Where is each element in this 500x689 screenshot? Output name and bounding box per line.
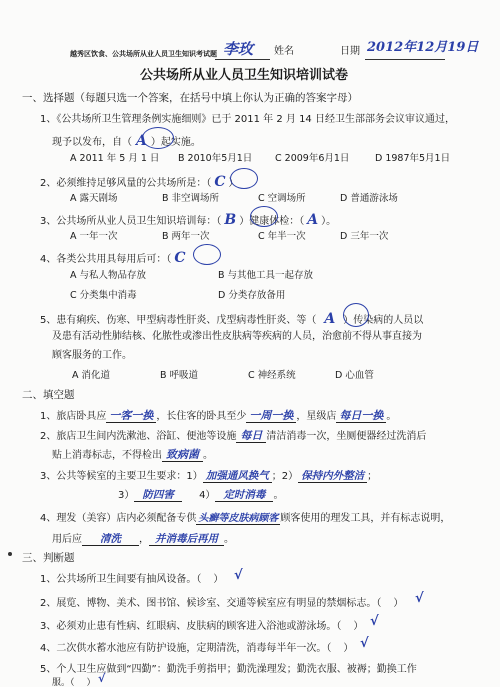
q2-text: 2、必须维持足够风量的公共场所是：（ C ） (40, 174, 239, 190)
fill2-text-line1: 2、旅店卫生间内洗漱池、浴缸、便池等设施 每日 清洁消毒一次，坐厕便器经过洗消后 (40, 429, 427, 442)
fill1-answer1-handwritten: 一客一换 (106, 409, 156, 423)
q4-text: 4、各类公共用具每用后可：（ C (40, 250, 189, 267)
fill1-answer3-handwritten: 每日一换 (336, 409, 386, 423)
q1-text-line1: 1、《公共场所卫生管理条例实施细则》已于 2011 年 2 月 14 日经卫生部部务会议审议通过， (40, 114, 455, 125)
q5-option-d: D 心血管 (335, 370, 374, 381)
q4-option-d: D 分类存放备用 (218, 290, 286, 301)
fill3-answer1-handwritten: 加强通风换气 (203, 470, 272, 483)
fill4-text-line2: 用后应 清洗 ， 并消毒后再用 。 (52, 533, 234, 545)
q1-option-d: D 1987年5月1日 (375, 153, 451, 164)
q4-option-b: B 与其他工具一起存放 (218, 270, 314, 281)
fill3-answer3-handwritten: 防四害 (134, 489, 182, 502)
q1-option-a: A 2011 年 5 月 1 日 (70, 153, 160, 164)
q3-option-c: C 年半一次 (258, 231, 306, 242)
q3-option-a: A 一年一次 (70, 231, 118, 242)
fill3-answer4-handwritten: 定时消毒 (215, 489, 273, 502)
q5-text-line2: 及患有活动性肺结核、化脓性或渗出性皮肤病等疾病的人员，治愈前不得从事直接为 (52, 331, 422, 342)
judge5-text-line2: 服。（ ） (52, 678, 96, 688)
answer-circle (142, 127, 174, 149)
judge4-check-mark: √ (360, 636, 369, 651)
fill3-text-line2: 3） 防四害 4） 定时消毒 。 (118, 489, 284, 501)
judge1-check-mark: √ (234, 568, 243, 583)
name-label: 姓名 (274, 46, 294, 57)
q5-text-line3: 顾客服务的工作。 (52, 350, 132, 361)
binder-hole-mark (8, 552, 12, 556)
answer-circle (250, 206, 278, 227)
answer-circle (230, 168, 258, 189)
q5-option-b: B 呼吸道 (160, 370, 199, 381)
fill3-text-line1: 3、公共等候室的主要卫生要求：1） 加强通风换气 ；2） 保持内外整洁 ； (40, 470, 378, 482)
q5-text-line1: 5、患有痢疾、伤寒、甲型病毒性肝炎、戊型病毒性肝炎、等（ A ）传染病的人员以 (40, 311, 424, 327)
q1-option-b: B 2010年5月1日 (178, 153, 253, 164)
fill2-answer1-handwritten: 每日 (236, 429, 266, 443)
name-underline (215, 59, 270, 60)
fill4-answer3-handwritten: 并消毒后再用 (149, 533, 224, 546)
q2-answer-handwritten: C (214, 174, 226, 190)
fill3-answer2-handwritten: 保持内外整洁 (298, 470, 367, 483)
q5-answer-handwritten: A (324, 311, 336, 327)
fill4-text-line1: 4、理发（美容）店内必须配备专供 头癣等皮肤病顾客 顾客使用的理发工具，并有标志说明， (40, 513, 451, 524)
q2-option-a: A 露天剧场 (70, 193, 118, 204)
exam-source-label: 越秀区饮食、公共场所从业人员卫生知识考试题 (70, 50, 217, 58)
judge2-text: 2、展览、博物、美术、图书馆、候诊室、交通等候室应有明显的禁烟标志。（ ） (40, 598, 404, 609)
fill1-text: 1、旅店卧具应 一客一换 ，长住客的卧具至少 一周一换 ，星级店 每日一换 。 (40, 409, 397, 422)
q4-answer-handwritten: C (174, 250, 186, 266)
q4-option-a: A 与私人物品存放 (70, 270, 147, 281)
date-label: 日期 (340, 46, 360, 57)
q5-option-c: C 神经系统 (248, 370, 296, 381)
examinee-name-handwritten: 李玫 (223, 40, 254, 58)
q1-text-line2: 现予以发布，自（ A ）起实施。 (52, 133, 201, 149)
judge3-text: 3、必须劝止患有性病、红眼病、皮肤病的顾客进入浴池或游泳场。（ ） (40, 621, 364, 632)
judge5-text-line1: 5、个人卫生应做到“四勤”：勤洗手剪指甲；勤洗澡理发；勤洗衣服、被褥；勤换工作 (40, 664, 417, 675)
judge5-check-mark: √ (98, 672, 106, 685)
judge1-text: 1、公共场所卫生间要有抽风设备。（ ） (40, 574, 224, 585)
q3-option-b: B 两年一次 (162, 231, 210, 242)
fill4-answer1-handwritten: 头癣等皮肤病顾客 (198, 513, 279, 524)
answer-circle (193, 244, 221, 265)
q2-option-c: C 空调场所 (258, 193, 306, 204)
judge2-check-mark: √ (415, 591, 424, 606)
section-choice-heading: 一、选择题（每题只选一个答案，在括号中填上你认为正确的答案字母） (22, 92, 358, 104)
section-fill-heading: 二、填空题 (22, 389, 75, 401)
fill1-answer2-handwritten: 一周一换 (246, 409, 296, 423)
judge4-text: 4、二次供水蓄水池应有防护设施，定期清洗，消毒每半年一次。（ ） (40, 643, 354, 654)
q3-answer2-handwritten: A (307, 212, 319, 228)
fill2-text-line2: 贴上消毒标志，不得检出 致病菌 。 (52, 448, 213, 461)
fill2-answer2-handwritten: 致病菌 (162, 448, 203, 462)
q3-option-d: D 三年一次 (340, 231, 389, 242)
q4-option-c: C 分类集中消毒 (70, 290, 137, 301)
fill4-answer2-handwritten: 清洗 (82, 533, 139, 546)
q1-answer-handwritten: A (136, 133, 147, 149)
q2-option-d: D 普通游泳场 (340, 193, 398, 204)
judge3-check-mark: √ (370, 614, 379, 629)
exam-date-handwritten: 2012年12月19日 (367, 40, 479, 55)
exam-title: 公共场所从业人员卫生知识培训试卷 (140, 68, 349, 83)
q5-option-a: A 消化道 (72, 370, 111, 381)
section-judge-heading: 三、判断题 (22, 552, 75, 564)
q3-text: 3、公共场所从业人员卫生知识培训每：（ B ）健康体检：（ A ）。 (40, 212, 337, 228)
date-underline (365, 59, 445, 60)
q1-option-c: C 2009年6月1日 (275, 153, 350, 164)
answer-circle (343, 303, 369, 327)
q2-option-b: B 非空调场所 (162, 193, 220, 204)
q3-answer-handwritten: B (224, 212, 237, 228)
